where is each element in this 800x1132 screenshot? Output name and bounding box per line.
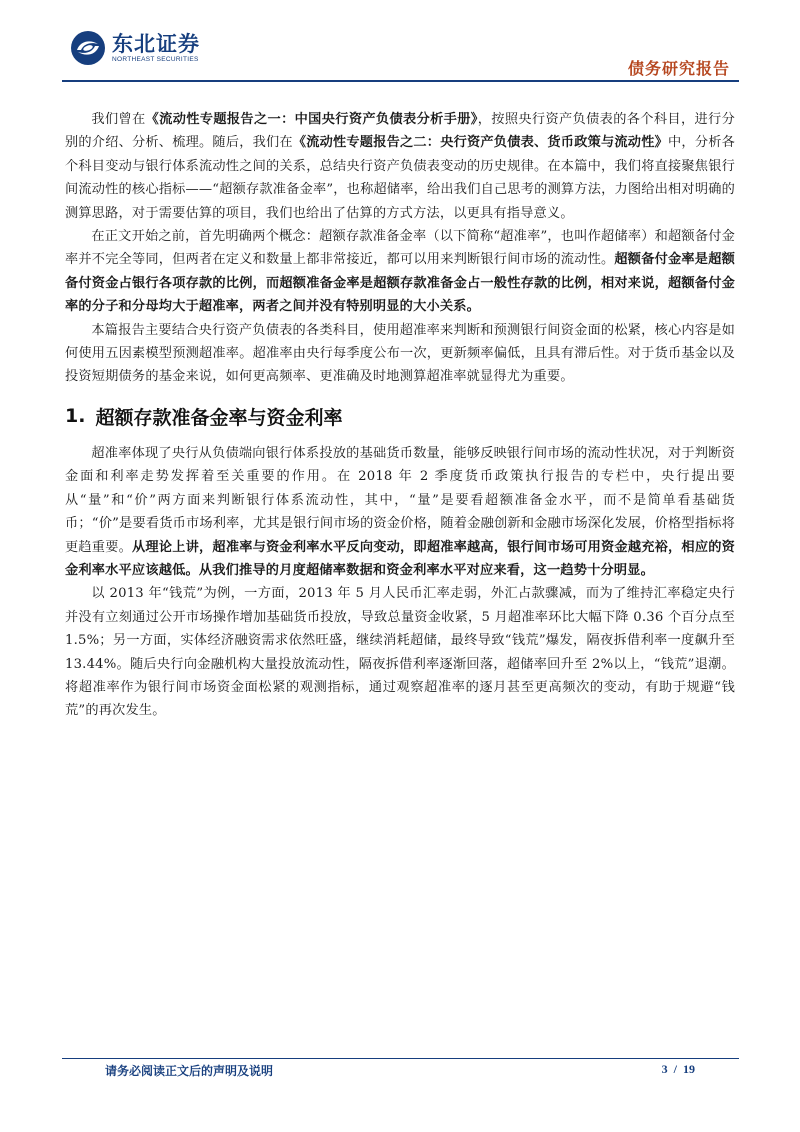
report-type-label: 债务研究报告 [627, 59, 730, 78]
bold-text-run: 超额备付金率是超额备付资金占银行各项存款的比例，而超额准备金率是超额存款准备金占一般性存款的比例，相对来说，超额备付金率的分子和分母均大于超准率，两者之间并没有特别明显的大小关系。 [65, 252, 735, 315]
text-run: 我们曾在 [91, 112, 146, 127]
text-run: 超准率体现了央行从负债端向银行体系投放的基础货币数量，能够反映银行间市场的流动性状况，对于判断资金面和利率走势发挥着至关重要的作用。在 2018 年 2 季度货币政策执行报告的专栏中，央行提出要从“量”和“价”两方面来判断银行体系流动性，其中，“量”是要看超额准备金水平，而不是简单看基础货币；“价”是要看货币市场利率，尤其是银行间市场的资金价格，随着金融创新和金融市场深化发展，价格型指标将更趋重要。 [65, 445, 735, 555]
footer-disclaimer: 请务必阅读正文后的声明及说明 [105, 1064, 274, 1078]
current-page: 3 [661, 1062, 668, 1076]
page-header [0, 0, 800, 90]
header-divider [62, 80, 739, 82]
company-logo [70, 30, 200, 66]
section-title-text: 超额存款准备金率与资金利率 [95, 406, 343, 429]
logo-english-name: NORTHEAST SECURITIES [112, 55, 199, 63]
bold-text-run: 从理论上讲，超准率与资金利率水平反向变动，即超准率越高，银行间市场可用资金越充裕，相应的资金利率水平应该越低。从我们推导的月度超储率数据和资金利率水平对应来看，这一趋势十分明显。 [65, 539, 736, 578]
section-heading [65, 403, 735, 430]
page-number [662, 1062, 695, 1077]
logo-chinese-name: 东北证券 [112, 31, 200, 56]
paragraph-money-shortage [65, 582, 735, 722]
total-pages: 19 [683, 1062, 695, 1076]
paragraph-intro [65, 108, 735, 225]
paragraph-definitions [65, 225, 735, 319]
text-run: 以 2013 年“钱荒”为例，一方面，2013 年 5 月人民币汇率走弱，外汇占款骤减，而为了维持汇率稳定央行并没有立刻通过公开市场操作增加基础货币投放，导致总量资金收紧，5 月超准率环比大幅下降 0.36 个百分点至 1.5%；另一方面，实体经济融资需求依然旺盛，继续消耗超储，最终导致“钱荒”爆发，隔夜拆借利率一度飙升至 13.44%。随后央行向金融机构大量投放流动性，隔夜拆借利率逐渐回落，超储率回升至 2%以上，“钱荒”退潮。将超准率作为银行间市场资金面松紧的观测指标，通过观察超准率的逐月甚至更高频次的变动，有助于规避“钱荒”的再次发生。 [65, 586, 735, 719]
section-number: 1. [65, 405, 86, 428]
text-run: ，按照央行资产负债表的各个科目，进行分别的介绍、分析、梳理。随后，我们在 [65, 112, 735, 151]
northeast-securities-logo-icon [70, 30, 106, 66]
text-run: 本篇报告主要结合央行资产负债表的各类科目，使用超准率来判断和预测银行间资金面的松紧，核心内容是如何使用五因素模型预测超准率。超准率由央行每季度公布一次，更新频率偏低，且具有滞后性。对于货币基金以及投资短期债务的基金来说，如何更高频率、更准确及时地测算超准率就显得尤为重要。 [65, 322, 735, 385]
text-run: 在正文开始之前，首先明确两个概念：超额存款准备金率（以下简称“超准率”，也叫作超储率）和超额备付金率并不完全等同，但两者在定义和数量上都非常接近，都可以用来判断银行间市场的流动性。 [65, 229, 735, 268]
document-body [65, 108, 735, 723]
text-run: 中，分析各个科目变动与银行体系流动性之间的关系，总结央行资产负债表变动的历史规律。在本篇中，我们将直接聚焦银行间流动性的核心指标——“超额存款准备金率”，也称超储率，给出我们自己思考的测算方法，力图给出相对明确的测算思路，对于需要估算的项目，我们也给出了估算的方式方法，以更具有指导意义。 [65, 135, 736, 221]
paragraph-reserve-ratio [65, 442, 735, 582]
footer-divider [62, 1058, 739, 1059]
bold-text-run: 《流动性专题报告之二：央行资产负债表、货币政策与流动性》 [292, 135, 669, 151]
page-separator: / [673, 1062, 677, 1076]
paragraph-scope [65, 319, 735, 389]
bold-text-run: 《流动性专题报告之一：中国央行资产负债表分析手册》 [145, 112, 478, 127]
